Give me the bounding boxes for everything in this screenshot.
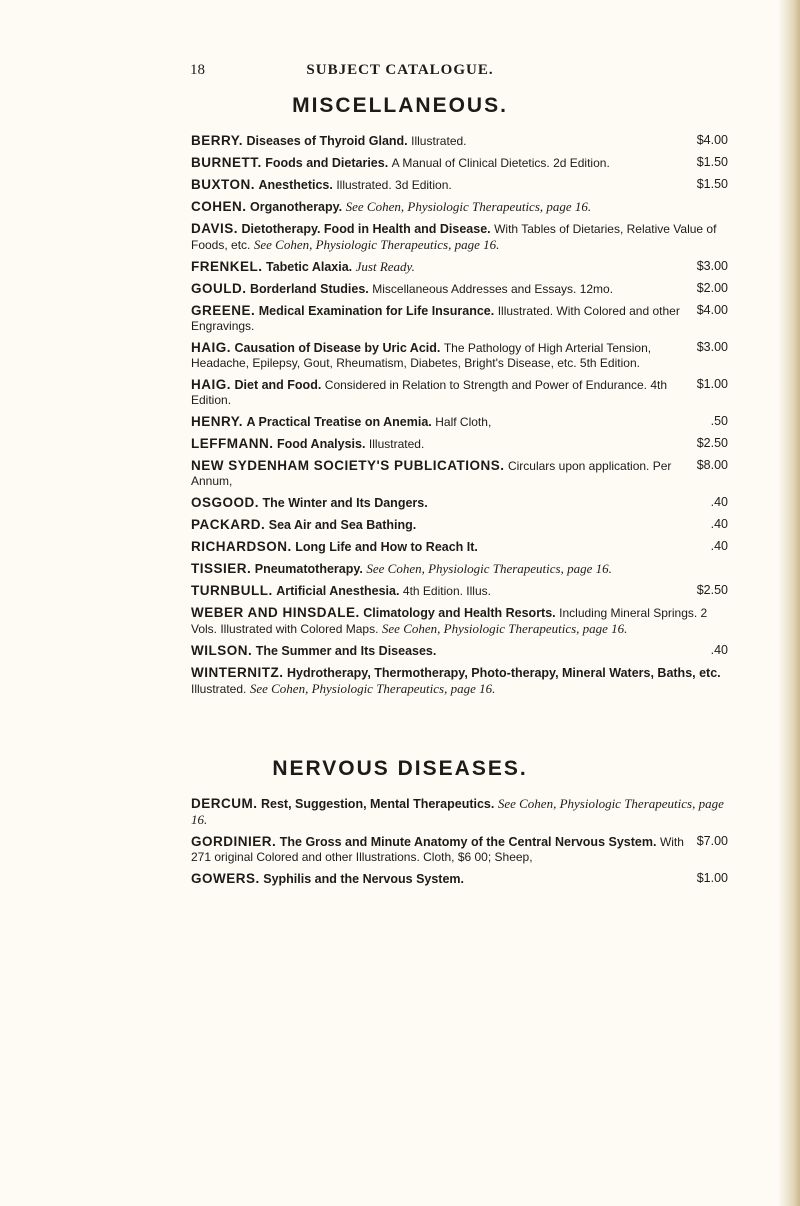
page-edge-shading (778, 0, 800, 1206)
book-title: Pneumatotherapy. (254, 562, 363, 576)
book-title: The Gross and Minute Anatomy of the Central Nervous System. (279, 835, 657, 849)
author-name: NEW SYDENHAM SOCIETY'S PUBLICATIONS. (191, 458, 505, 473)
nervous-diseases-entries (191, 796, 728, 893)
book-title: Food Analysis. (276, 437, 366, 451)
catalogue-entry (191, 259, 728, 275)
book-price: .40 (710, 539, 728, 553)
book-title: Sea Air and Sea Bathing. (268, 518, 417, 532)
book-detail: Circulars upon application. Per Annum, (191, 459, 672, 488)
catalogue-entry (191, 495, 728, 511)
cross-reference: See Cohen, Physiologic Therapeutics, page 16. (253, 237, 500, 252)
catalogue-entry (191, 199, 728, 215)
section-title-nervous-diseases: NERVOUS DISEASES. (272, 757, 528, 780)
catalogue-entry (191, 665, 728, 697)
book-detail: With 271 original Colored and other Illustrations. Cloth, $6 00; Sheep, (191, 835, 684, 864)
cross-reference: See Cohen, Physiologic Therapeutics, page 16. (345, 199, 592, 214)
catalogue-entry (191, 414, 728, 430)
book-title: Organotherapy. (250, 200, 343, 214)
book-price: .40 (710, 517, 728, 531)
book-detail: Miscellaneous Addresses and Essays. 12mo. (372, 282, 614, 296)
catalogue-entry (191, 796, 728, 828)
catalogue-entry (191, 436, 728, 452)
catalogue-entry (191, 834, 728, 865)
book-price: $1.00 (696, 871, 728, 885)
book-title: Causation of Disease by Uric Acid. (234, 341, 441, 355)
book-price: $4.00 (696, 303, 728, 317)
book-detail: 4th Edition. Illus. (402, 584, 491, 598)
book-price: $7.00 (696, 834, 728, 848)
author-name: TURNBULL. (191, 583, 273, 598)
book-detail: Half Cloth, (435, 415, 492, 429)
catalogue-entry (191, 605, 728, 637)
catalogue-entry (191, 539, 728, 555)
book-title: A Practical Treatise on Anemia. (246, 415, 432, 429)
book-title: Foods and Dietaries. (265, 156, 389, 170)
book-title: Diseases of Thyroid Gland. (246, 134, 408, 148)
book-price: $4.00 (696, 133, 728, 147)
book-price: $1.00 (696, 377, 728, 391)
catalogue-entry (191, 583, 728, 599)
author-name: GREENE. (191, 303, 256, 318)
book-detail: Illustrated. (368, 437, 425, 451)
catalogue-entry (191, 303, 728, 334)
author-name: LEFFMANN. (191, 436, 274, 451)
catalogue-entry (191, 281, 728, 297)
author-name: COHEN. (191, 199, 247, 214)
author-name: FRENKEL. (191, 259, 263, 274)
author-name: HAIG. (191, 377, 232, 392)
book-price: $8.00 (696, 458, 728, 472)
book-detail: Illustrated. With Colored and other Engravings. (191, 304, 680, 333)
book-price: $3.00 (696, 340, 728, 354)
book-price: $2.00 (696, 281, 728, 295)
book-price: .40 (710, 495, 728, 509)
book-detail: With Tables of Dietaries, Relative Value of Foods, etc. (191, 222, 717, 252)
author-name: WEBER AND HINSDALE. (191, 605, 360, 620)
book-title: Diet and Food. (234, 378, 322, 392)
catalogue-entry (191, 517, 728, 533)
catalogue-entry (191, 377, 728, 408)
cross-reference: See Cohen, Physiologic Therapeutics, page 16. (249, 681, 496, 696)
book-title: Syphilis and the Nervous System. (263, 872, 465, 886)
author-name: WILSON. (191, 643, 253, 658)
author-name: RICHARDSON. (191, 539, 292, 554)
cross-reference: See Cohen, Physiologic Therapeutics, page 16. (381, 621, 628, 636)
catalogue-entry (191, 155, 728, 171)
book-price: $3.00 (696, 259, 728, 273)
book-detail: Illustrated. 3d Edition. (336, 178, 452, 192)
author-name: WINTERNITZ. (191, 665, 284, 680)
book-title: Tabetic Alaxia. (265, 260, 353, 274)
catalogue-title: SUBJECT CATALOGUE. (306, 62, 494, 78)
catalogue-entry (191, 561, 728, 577)
author-name: OSGOOD. (191, 495, 260, 510)
book-title: Anesthetics. (258, 178, 333, 192)
book-title: Borderland Studies. (249, 282, 369, 296)
book-title: Long Life and How to Reach It. (295, 540, 478, 554)
book-title: Artificial Anesthesia. (276, 584, 400, 598)
book-price: $1.50 (696, 177, 728, 191)
book-price: $1.50 (696, 155, 728, 169)
section-title-miscellaneous: MISCELLANEOUS. (292, 94, 508, 117)
cross-reference: Just Ready. (355, 259, 415, 274)
book-detail: Illustrated. (411, 134, 467, 148)
book-title: Rest, Suggestion, Mental Therapeutics. (260, 797, 495, 811)
author-name: HAIG. (191, 340, 232, 355)
author-name: DAVIS. (191, 221, 239, 236)
book-detail: The Pathology of High Arterial Tension, Headache, Epilepsy, Gout, Rheumatism, Diabetes, Bright's Disease, etc. 5th Edition. (191, 341, 652, 370)
author-name: GORDINIER. (191, 834, 277, 849)
book-title: Dietotherapy. Food in Health and Disease. (241, 222, 491, 236)
miscellaneous-entries (191, 133, 728, 703)
book-detail: Illustrated. (191, 682, 247, 696)
book-detail: Considered in Relation to Strength and Power of Endurance. 4th Edition. (191, 378, 668, 407)
author-name: BUXTON. (191, 177, 256, 192)
running-head (0, 62, 800, 82)
catalogue-entry (191, 643, 728, 659)
book-price: $2.50 (696, 436, 728, 450)
book-title: The Winter and Its Dangers. (262, 496, 428, 510)
author-name: DERCUM. (191, 796, 258, 811)
catalogue-entry (191, 221, 728, 253)
catalogue-entry (191, 340, 728, 371)
book-title: The Summer and Its Diseases. (255, 644, 437, 658)
book-title: Hydrotherapy, Thermotherapy, Photo-therapy, Mineral Waters, Baths, etc. (286, 666, 721, 680)
book-price: .40 (710, 643, 728, 657)
cross-reference: See Cohen, Physiologic Therapeutics, page 16. (366, 561, 612, 576)
book-title: Medical Examination for Life Insurance. (258, 304, 495, 318)
author-name: TISSIER. (191, 561, 252, 576)
catalogue-entry (191, 177, 728, 193)
book-detail: Including Mineral Springs. 2 Vols. Illustrated with Colored Maps. (191, 606, 708, 636)
catalogue-entry (191, 133, 728, 149)
book-title: Climatology and Health Resorts. (363, 606, 556, 620)
catalogue-entry (191, 458, 728, 489)
book-price: .50 (710, 414, 728, 428)
page-number: 18 (190, 62, 205, 78)
catalogue-entry (191, 871, 728, 887)
author-name: HENRY. (191, 414, 244, 429)
author-name: GOWERS. (191, 871, 260, 886)
author-name: PACKARD. (191, 517, 266, 532)
book-price: $2.50 (696, 583, 728, 597)
cross-reference: See Cohen, Physiologic Therapeutics, page 16. (191, 796, 724, 827)
author-name: GOULD. (191, 281, 247, 296)
book-detail: A Manual of Clinical Dietetics. 2d Edition. (391, 156, 610, 170)
author-name: BURNETT. (191, 155, 262, 170)
author-name: BERRY. (191, 133, 244, 148)
